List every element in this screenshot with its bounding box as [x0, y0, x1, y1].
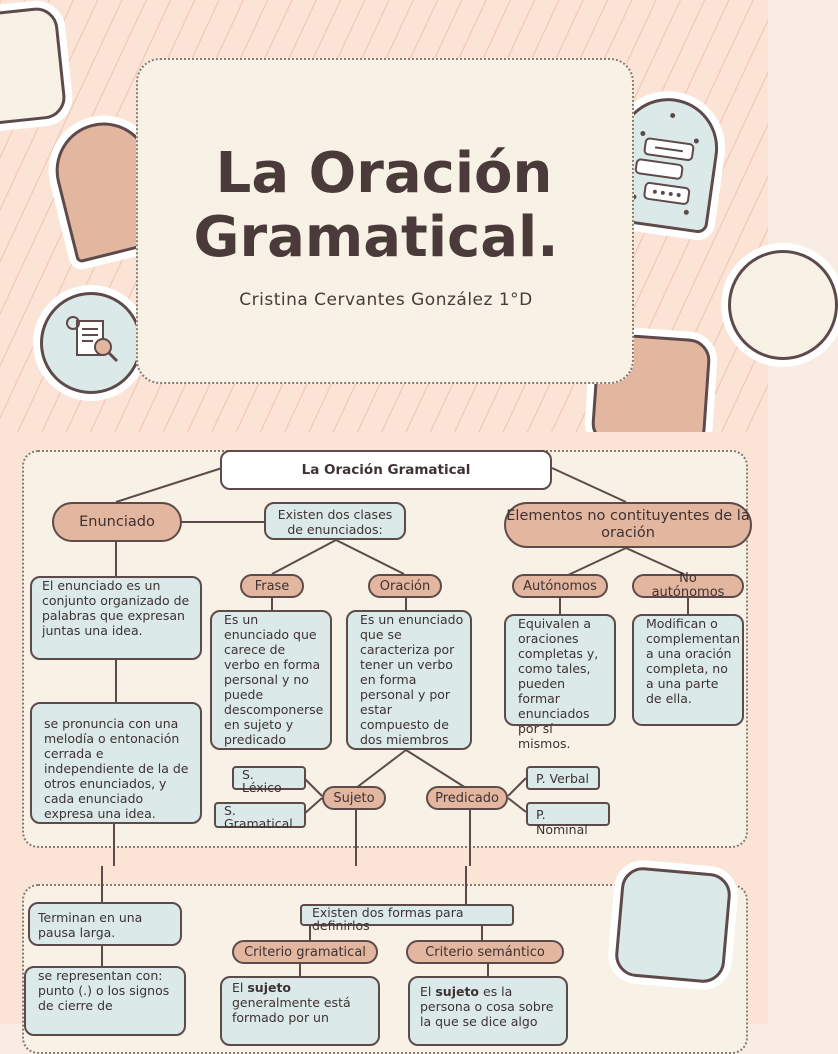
criterios-slide [0, 866, 768, 1029]
cream-rounded-square-decoration [0, 5, 68, 126]
autonomos-node: Autónomos [512, 574, 608, 598]
frase-node: Frase [240, 574, 304, 598]
predicado-node: Predicado [426, 786, 508, 810]
criterio-gramatical-text [220, 976, 380, 1046]
pronuncia-definition: se pronuncia con una melodía o entonación cerrada e independiente de la de otros enunciados, y cada enunciado expresa una idea. [30, 702, 202, 824]
s-lexico-node: S. Léxico [232, 766, 306, 790]
oracion-definition: Es un enunciado que se caracteriza por tener un verbo en forma personal y por estar compuesto de dos miembros [346, 610, 472, 750]
cover-slide [0, 0, 768, 432]
enunciado-definition: El enunciado es un conjunto organizado de palabras que expresan juntas una idea. [30, 576, 202, 660]
s-gramatical-node: S. Gramatical [214, 802, 306, 828]
autonomos-definition: Equivalen a oraciones completas y, como tales, pueden formar enunciados por sí mismos. [504, 614, 616, 726]
sem-text-pre: El [420, 984, 436, 999]
gram-text-post: generalmente está formado por un [232, 995, 351, 1025]
frase-definition: Es un enunciado que carece de verbo en forma personal y no puede descomponerse en sujeto y predicado [210, 610, 332, 750]
criterio-semantico-node: Criterio semántico [406, 940, 564, 964]
author-subtitle: Cristina Cervantes González 1°D [239, 290, 533, 310]
p-nominal-node: P. Nominal [526, 802, 610, 826]
enunciado-node: Enunciado [52, 502, 182, 542]
concept-map-slide [0, 432, 768, 866]
clases-node: Existen dos clases de enunciados: [264, 502, 406, 540]
oracion-node: Oración [368, 574, 442, 598]
criterio-gramatical-node: Criterio gramatical [232, 940, 378, 964]
title-line-1: La Oración [215, 141, 553, 206]
title-line-2: Gramatical. [193, 205, 559, 270]
sujeto-node: Sujeto [322, 786, 386, 810]
p-verbal-node: P. Verbal [526, 766, 600, 790]
dos-formas-box: Existen dos formas para definirlos [300, 904, 514, 926]
sem-bold-sujeto: sujeto [435, 984, 480, 999]
sem-text-post: es la persona o cosa sobre la que se dice algo [420, 984, 554, 1029]
no-autonomos-definition: Modifican o complementan a una oración completa, no a una parte de ella. [632, 614, 744, 726]
root-node: La Oración Gramatical [220, 450, 552, 490]
gram-bold-sujeto: sujeto [247, 980, 292, 995]
no-autonomos-node: No autónomos [632, 574, 744, 598]
representan-box: se representan con: punto (.) o los signos de cierre de [24, 966, 186, 1036]
gram-text-pre: El [232, 980, 248, 995]
terminan-box: Terminan en una pausa larga. [28, 902, 182, 946]
criterio-semantico-text [408, 976, 568, 1046]
elementos-node: Elementos no contituyentes de la oración [504, 502, 752, 548]
